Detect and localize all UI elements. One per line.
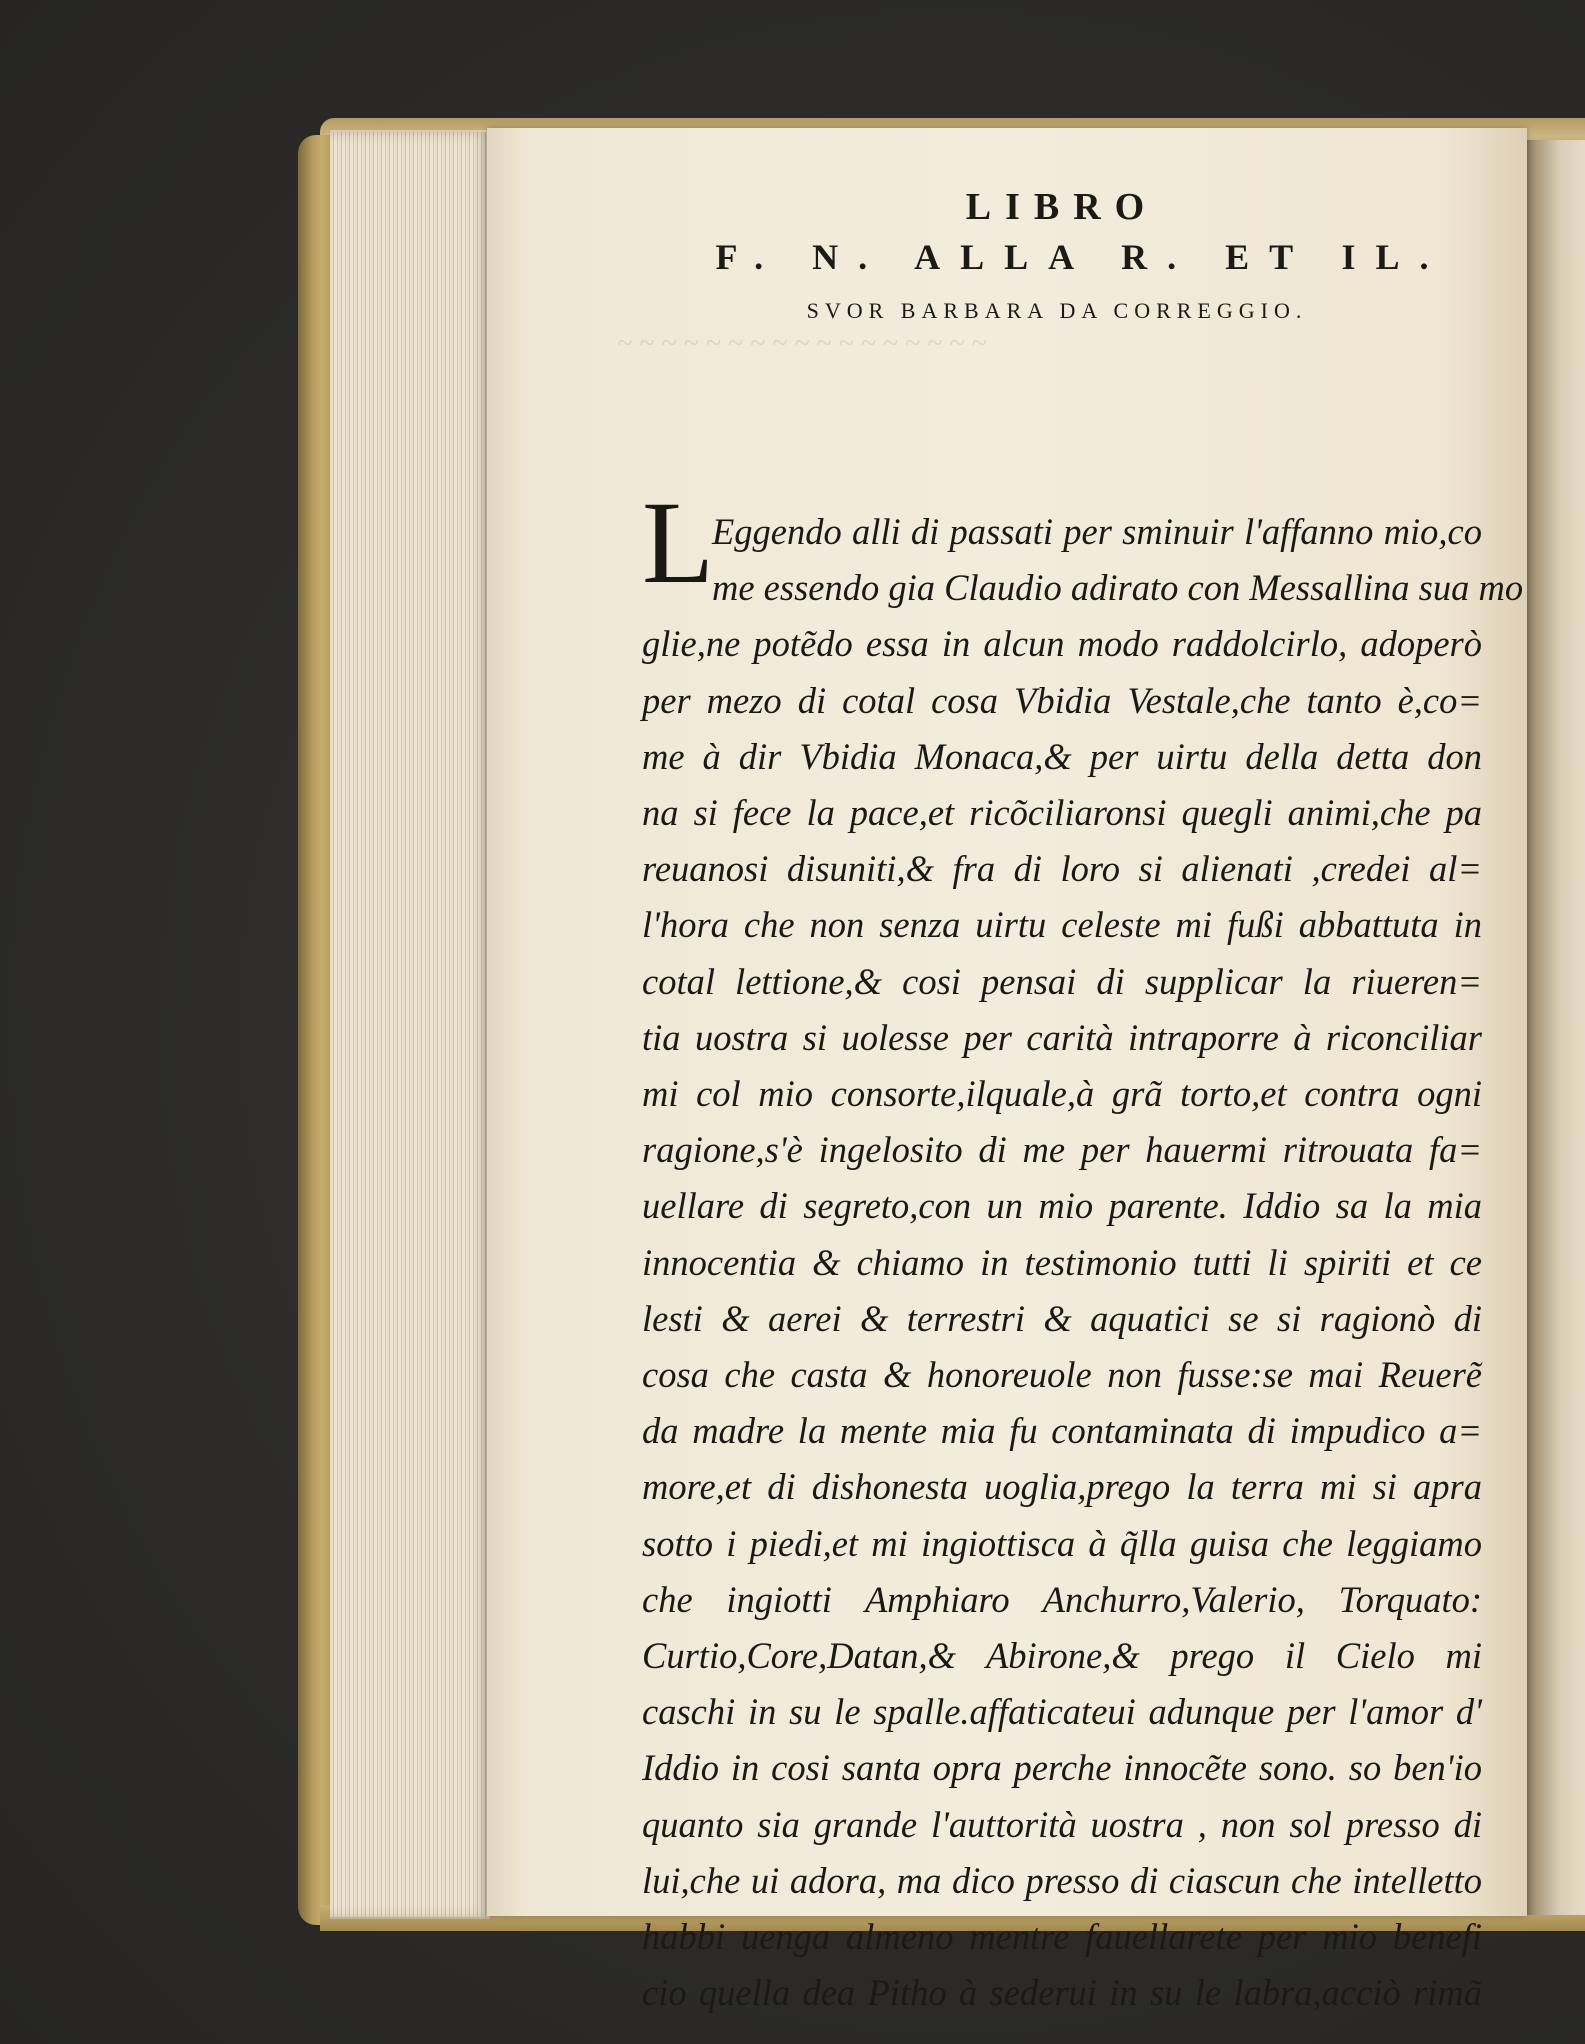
text-line: uellare di segreto,con un mio parente. Iddio sa la mia bbox=[642, 1185, 1482, 1227]
text-line: cotal lettione,& cosi pensai di supplicar la riueren= bbox=[642, 960, 1482, 1002]
text-line: more,et di dishonesta uoglia,prego la terra mi si apra bbox=[642, 1466, 1482, 1508]
text-line: Curtio,Core,Datan,& Abirone,& prego il Cielo mi bbox=[642, 1635, 1482, 1676]
running-head-recipient: SVOR BARBARA DA CORREGGIO. bbox=[806, 298, 1308, 323]
text-line: innocentia & chiamo in testimonio tutti li spiriti et ce bbox=[642, 1241, 1482, 1283]
text-line: lui,che ui adora, ma dico presso di ciascun che intelletto bbox=[642, 1859, 1482, 1901]
text-line: quanto sia grande l'auttorità uostra , non sol presso di bbox=[642, 1803, 1482, 1845]
text-line: lesti & aerei & terrestri & aquatici se si ragionò di bbox=[642, 1297, 1482, 1339]
text-line: na si fece la pace,et ricõciliaronsi quegli animi,che pa bbox=[642, 792, 1482, 833]
text-line: cosa che casta & honoreuole non fusse:se mai Reuerẽ bbox=[642, 1354, 1482, 1395]
text-line: da madre la mente mia fu contaminata di impudico a= bbox=[642, 1410, 1482, 1452]
facing-page-gutter bbox=[1520, 140, 1585, 1915]
text-line: che ingiotti Amphiaro Anchurro,Valerio, Torquato: bbox=[642, 1578, 1482, 1620]
text-line: mi col mio consorte,ilquale,à grã torto,et contra ogni bbox=[642, 1073, 1482, 1114]
page-content bbox=[487, 128, 1527, 2014]
text-line: me à dir Vbidia Monaca,& per uirtu della detta don bbox=[642, 735, 1482, 777]
text-line: habbi uenga almeno mentre fauellarete per mio benefi bbox=[642, 1916, 1482, 1957]
text-line: tia uostra si uolesse per carità intraporre à riconciliar bbox=[642, 1016, 1482, 1058]
text-line: l'hora che non senza uirtu celeste mi fußi abbattuta in bbox=[642, 904, 1482, 946]
text-line: reuanosi disuniti,& fra di loro si alienati ,credei al= bbox=[642, 848, 1482, 890]
text-line: Iddio in cosi santa opra perche innocẽte sono. so ben'io bbox=[642, 1747, 1482, 1789]
page-stack-edges bbox=[330, 130, 490, 1919]
text-line: Eggendo alli di passati per sminuir l'affanno mio,co bbox=[712, 511, 1482, 552]
text-line: caschi in su le spalle.affaticateui adunque per l'amor d' bbox=[642, 1691, 1482, 1733]
text-line: sotto i piedi,et mi ingiottisca à q̃lla guisa che leggiamo bbox=[642, 1522, 1482, 1564]
text-line: me essendo gia Claudio adirato con Messallina sua mo bbox=[712, 567, 1524, 609]
text-line: per mezo di cotal cosa Vbidia Vestale,che tanto è,co= bbox=[642, 679, 1482, 721]
text-line: ragione,s'è ingelosito di me per hauermi ritrouata fa= bbox=[642, 1129, 1482, 1171]
printed-page bbox=[487, 128, 1527, 2014]
drop-capital: L bbox=[642, 477, 715, 608]
text-line: glie,ne potẽdo essa in alcun modo raddolcirlo, adoperò bbox=[642, 623, 1482, 665]
running-head-title: LIBRO bbox=[965, 186, 1159, 228]
text-line: cio quella dea Pitho à sederui in su le labra,acciò rimã bbox=[642, 1972, 1482, 2014]
show-through-text: ~ ~ ~ ~ ~ ~ ~ ~ ~ ~ ~ ~ ~ ~ ~ ~ ~ bbox=[617, 328, 987, 359]
running-head-addressee: F. N. ALLA R. ET IL. bbox=[715, 237, 1449, 277]
